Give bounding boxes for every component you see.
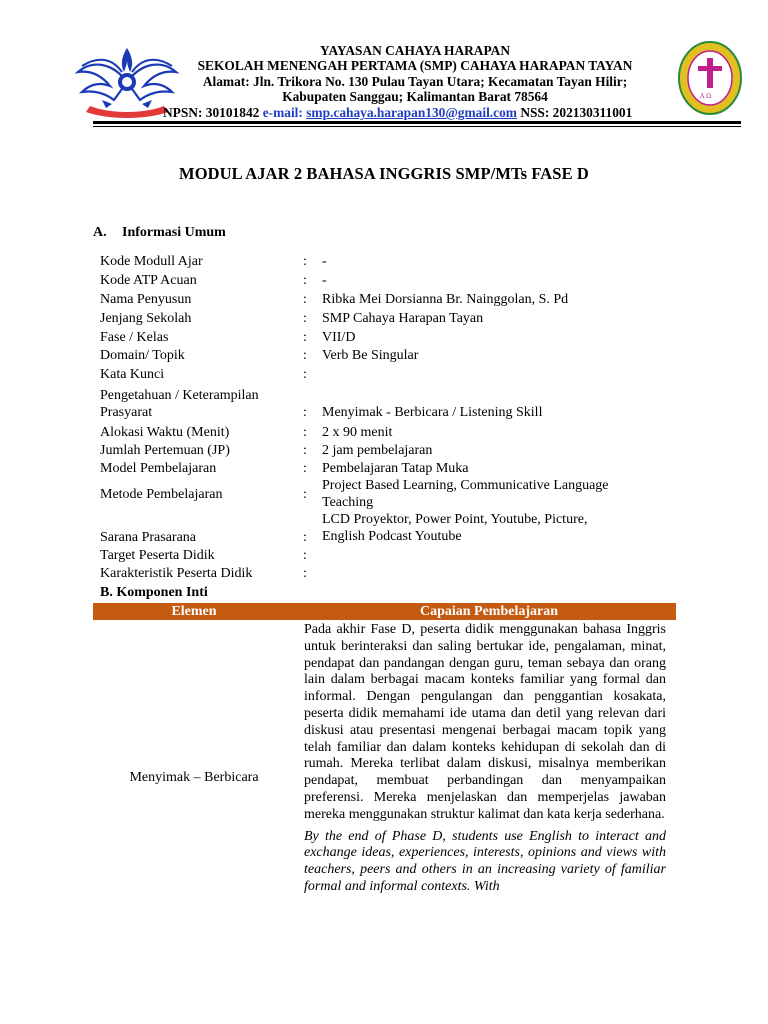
info-colon: : (303, 254, 307, 269)
info-label: Kata Kunci (100, 367, 165, 382)
info-label: Alokasi Waktu (Menit) (100, 425, 230, 440)
info-label: Domain/ Topik (100, 348, 185, 363)
info-value: Menyimak - Berbicara / Listening Skill (322, 405, 543, 420)
section-a-heading (93, 225, 226, 241)
info-row (100, 477, 680, 511)
info-row (100, 272, 680, 291)
info-colon: : (303, 367, 307, 382)
section-b-heading: B. Komponen Inti (100, 585, 208, 600)
header-divider-thin (93, 126, 741, 127)
info-colon: : (303, 405, 307, 420)
info-label: Target Peserta Didik (100, 548, 215, 563)
address-line-2: Kabupaten Sanggau; Kalimantan Barat 78564 (282, 89, 548, 105)
info-value: - (322, 273, 327, 288)
info-colon: : (303, 330, 307, 345)
school-seal-icon (677, 40, 743, 116)
info-row (100, 291, 680, 310)
info-value: LCD Proyektor, Power Point, Youtube, Picture, English Podcast Youtube (322, 512, 588, 544)
npsn: NPSN: 30101842 (163, 105, 260, 120)
letterhead (0, 0, 768, 130)
info-label: Metode Pembelajaran (100, 487, 223, 502)
info-label: Kode ATP Acuan (100, 273, 197, 288)
info-row (100, 424, 680, 442)
email-label: e-mail: (262, 105, 303, 120)
foundation-name: YAYASAN CAHAYA HARAPAN (320, 43, 510, 58)
info-row (100, 442, 680, 460)
info-row (100, 253, 680, 272)
info-row (100, 347, 680, 366)
info-value: VII/D (322, 330, 356, 345)
table-header-row (93, 603, 676, 620)
info-label: Pengetahuan / Keterampilan Prasyarat (100, 388, 259, 420)
info-colon: : (303, 566, 307, 581)
info-value: Project Based Learning, Communicative Language Teaching (322, 478, 609, 510)
info-colon: : (303, 311, 307, 326)
info-row (100, 460, 680, 477)
school-name: SEKOLAH MENENGAH PERTAMA (SMP) CAHAYA HARAPAN TAYAN (197, 58, 633, 74)
section-a-number: A. (93, 225, 107, 240)
info-colon: : (303, 530, 307, 545)
general-info-list (100, 253, 680, 583)
info-row (100, 329, 680, 347)
info-row (100, 366, 680, 386)
learning-outcome-english: By the end of Phase D, students use English to interact and exchange ideas, experiences, interests, opinions and views with teachers, peers and others in an increasing variety of familiar formal and informal contexts. With (304, 828, 666, 894)
nss: NSS: 202130311001 (520, 105, 633, 120)
info-colon: : (303, 348, 307, 363)
info-value: Ribka Mei Dorsianna Br. Nainggolan, S. Pd (322, 292, 569, 307)
info-value: Verb Be Singular (322, 348, 419, 363)
contact-line (163, 105, 632, 121)
element-cell: Menyimak – Berbicara (129, 770, 259, 785)
document-title: MODUL AJAR 2 BAHASA INGGRIS SMP/MTs FASE D (179, 164, 589, 183)
info-label: Kode Modull Ajar (100, 254, 203, 269)
info-label: Jumlah Pertemuan (JP) (100, 443, 230, 458)
info-row (100, 511, 680, 547)
learning-outcome-cell (304, 622, 666, 901)
info-colon: : (303, 273, 307, 288)
section-a-label: Informasi Umum (122, 225, 226, 240)
info-label: Karakteristik Peserta Didik (100, 566, 253, 581)
info-value: Pembelajaran Tatap Muka (322, 461, 469, 476)
info-label: Nama Penyusun (100, 292, 192, 307)
info-label: Fase / Kelas (100, 330, 169, 345)
info-label: Jenjang Sekolah (100, 311, 192, 326)
info-row (100, 387, 680, 424)
info-row (100, 565, 680, 583)
info-colon: : (303, 292, 307, 307)
info-colon: : (303, 443, 307, 458)
info-colon: : (303, 548, 307, 563)
info-value: - (322, 254, 327, 269)
info-value: SMP Cahaya Harapan Tayan (322, 311, 484, 326)
info-label: Sarana Prasarana (100, 530, 197, 545)
info-label: Model Pembelajaran (100, 461, 217, 476)
column-header-learning-outcome: Capaian Pembelajaran (419, 604, 559, 619)
learning-outcome-indonesian: Pada akhir Fase D, peserta didik menggunakan bahasa Inggris untuk berinteraksi dan saling bertukar ide, pengalaman, minat, pendapat dan pandangan dengan guru, teman sebaya dan orang lain dalam berbagai macam konteks familiar yang formal dan informal. Dengan pengulangan dan penggantian kosakata, peserta didik memahami ide utama dan detil yang relevan dari diskusi atau presentasi mengenai berbagai macam topik yang telah familiar dan dalam konteks kehidupan di sekolah dan di rumah. Mereka terlibat dalam diskusi, misalnya memberikan pendapat, membuat perbandingan dan menyampaikan preferensi. Mereka menjelaskan dan memperjelas jawaban mereka menggunakan struktur kalimat dan kata kerja sederhana. (304, 622, 666, 822)
info-value: 2 x 90 menit (322, 425, 393, 440)
header-divider-thick (93, 121, 741, 124)
email-link[interactable]: smp.cahaya.harapan130@gmail.com (306, 105, 517, 120)
info-row (100, 310, 680, 329)
info-row (100, 547, 680, 565)
svg-text:A Ω: A Ω (700, 93, 712, 100)
info-colon: : (303, 487, 307, 502)
info-colon: : (303, 425, 307, 440)
info-value: 2 jam pembelajaran (322, 443, 433, 458)
column-header-element: Elemen (171, 604, 217, 619)
address-line-1: Alamat: Jln. Trikora No. 130 Pulau Tayan Utara; Kecamatan Tayan Hilir; (202, 73, 628, 89)
info-colon: : (303, 461, 307, 476)
school-identity (150, 43, 680, 105)
